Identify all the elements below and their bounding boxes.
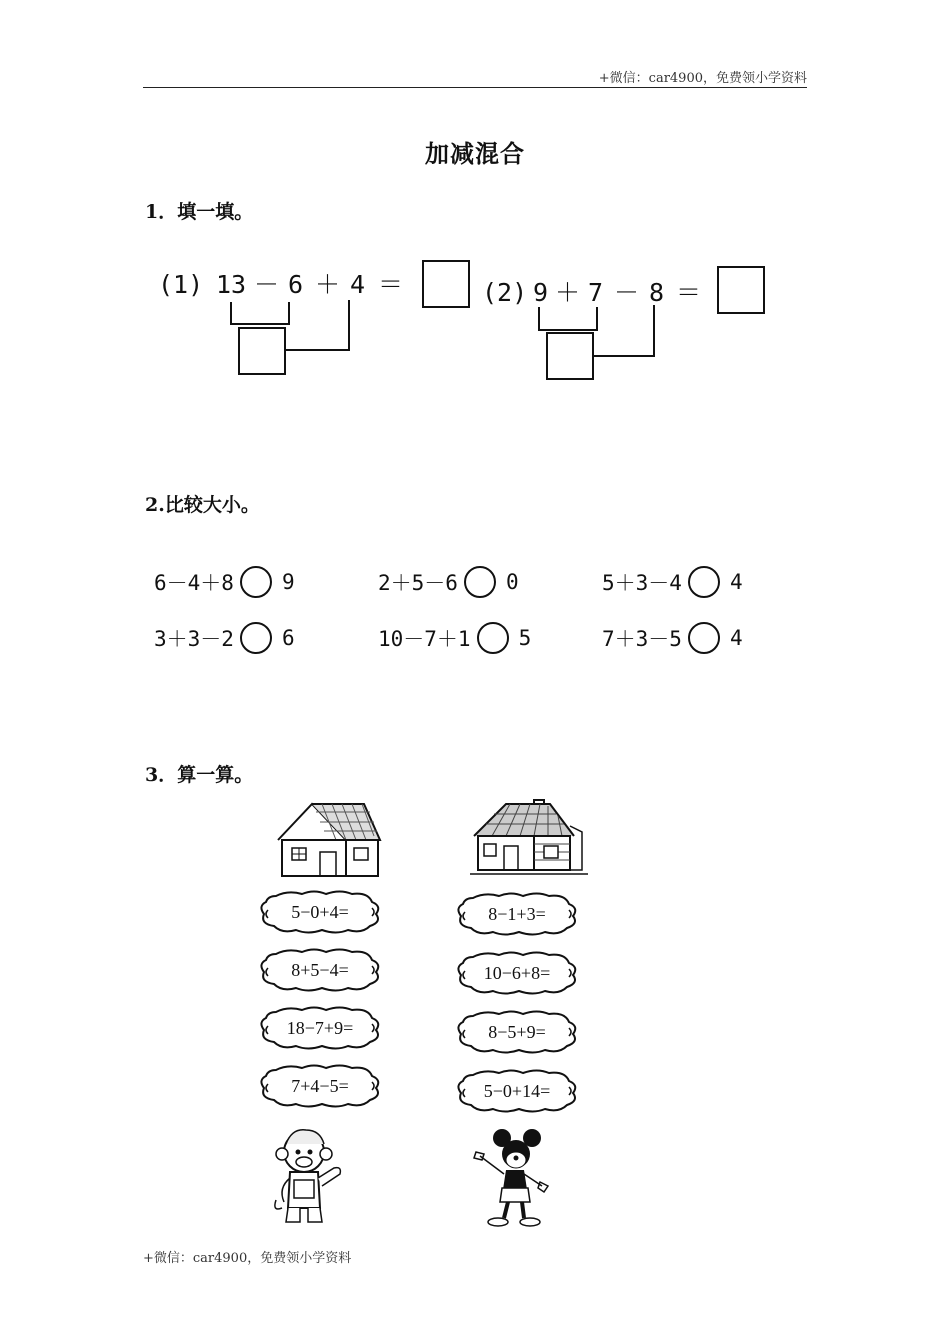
operand: 4 bbox=[350, 270, 366, 299]
cloud-expression: 7+4−5= bbox=[291, 1076, 349, 1096]
compare-circle[interactable] bbox=[240, 622, 272, 654]
compare-item bbox=[154, 566, 295, 598]
cloud-problem bbox=[258, 1064, 382, 1108]
header-rule bbox=[143, 87, 807, 88]
compare-item bbox=[154, 622, 295, 654]
compare-value: 0 bbox=[505, 570, 519, 594]
problem-label: (1) bbox=[158, 270, 204, 299]
compare-item bbox=[602, 566, 743, 598]
compare-value: 6 bbox=[281, 626, 295, 650]
section2-heading: 2.比较大小。 bbox=[145, 494, 260, 516]
equals-sign: ＝ bbox=[676, 278, 702, 307]
section3-heading: 3．算一算。 bbox=[145, 764, 254, 786]
operand: 7 bbox=[588, 278, 604, 307]
operand: 9 bbox=[533, 278, 549, 307]
fill-in-problems bbox=[150, 250, 790, 390]
mouse-cartoon bbox=[466, 1126, 552, 1228]
compare-expression: 5＋3－4 bbox=[602, 571, 682, 595]
cloud-problem bbox=[455, 892, 579, 936]
equals-sign: ＝ bbox=[378, 270, 404, 299]
page-title: 加减混合 bbox=[425, 139, 525, 168]
compare-value: 5 bbox=[518, 626, 532, 650]
house-illustration-left bbox=[272, 800, 384, 880]
problem-1 bbox=[158, 261, 469, 374]
compare-value: 4 bbox=[729, 570, 743, 594]
connector-line bbox=[593, 305, 654, 356]
compare-circle[interactable] bbox=[240, 566, 272, 598]
cloud-problem bbox=[258, 890, 382, 934]
compare-expression: 3＋3－2 bbox=[154, 627, 234, 651]
compare-circle[interactable] bbox=[688, 566, 720, 598]
operator: ＋ bbox=[555, 278, 581, 307]
cloud-expression: 10−6+8= bbox=[483, 963, 551, 983]
cloud-problem bbox=[258, 948, 382, 992]
operand: 6 bbox=[288, 270, 304, 299]
cloud-problem bbox=[455, 1010, 579, 1054]
compare-value: 4 bbox=[729, 626, 743, 650]
header-note: +微信：car4900，免费领小学资料 bbox=[598, 71, 807, 86]
operator: － bbox=[614, 278, 640, 307]
answer-box[interactable] bbox=[423, 261, 469, 307]
compare-expression: 10－7＋1 bbox=[378, 627, 471, 651]
operator: － bbox=[254, 270, 280, 299]
cloud-problem bbox=[455, 951, 579, 995]
cloud-problem bbox=[258, 1006, 382, 1050]
bracket-line bbox=[539, 307, 597, 330]
cloud-expression: 5−0+4= bbox=[291, 902, 349, 922]
cloud-problem bbox=[455, 1069, 579, 1113]
compare-expression: 7＋3－5 bbox=[602, 627, 682, 651]
problem-2 bbox=[482, 267, 764, 379]
compare-circle[interactable] bbox=[688, 622, 720, 654]
operator: ＋ bbox=[315, 270, 341, 299]
operand: 8 bbox=[649, 278, 665, 307]
connector-line bbox=[286, 300, 349, 350]
operand: 13 bbox=[216, 270, 247, 299]
compare-item bbox=[378, 622, 531, 654]
cloud-expression: 8−1+3= bbox=[488, 904, 546, 924]
compare-expression: 2＋5－6 bbox=[378, 571, 458, 595]
compare-item bbox=[378, 566, 519, 598]
footer-note: +微信：car4900，免费领小学资料 bbox=[143, 1251, 352, 1266]
problem-label: (2) bbox=[482, 278, 528, 307]
house-illustration-right bbox=[470, 796, 588, 878]
cloud-expression: 18−7+9= bbox=[286, 1018, 354, 1038]
intermediate-answer-box[interactable] bbox=[239, 328, 285, 374]
compare-expression: 6－4＋8 bbox=[154, 571, 234, 595]
compare-circle[interactable] bbox=[464, 566, 496, 598]
cloud-expression: 8+5−4= bbox=[291, 960, 349, 980]
compare-circle[interactable] bbox=[477, 622, 509, 654]
bracket-line bbox=[231, 302, 289, 324]
cloud-expression: 5−0+14= bbox=[483, 1081, 551, 1101]
compare-value: 9 bbox=[281, 570, 295, 594]
compare-item bbox=[602, 622, 743, 654]
cloud-expression: 8−5+9= bbox=[488, 1022, 546, 1042]
section1-heading: 1．填一填。 bbox=[145, 201, 254, 223]
monkey-cartoon bbox=[272, 1122, 348, 1228]
intermediate-answer-box[interactable] bbox=[547, 333, 593, 379]
answer-box[interactable] bbox=[718, 267, 764, 313]
